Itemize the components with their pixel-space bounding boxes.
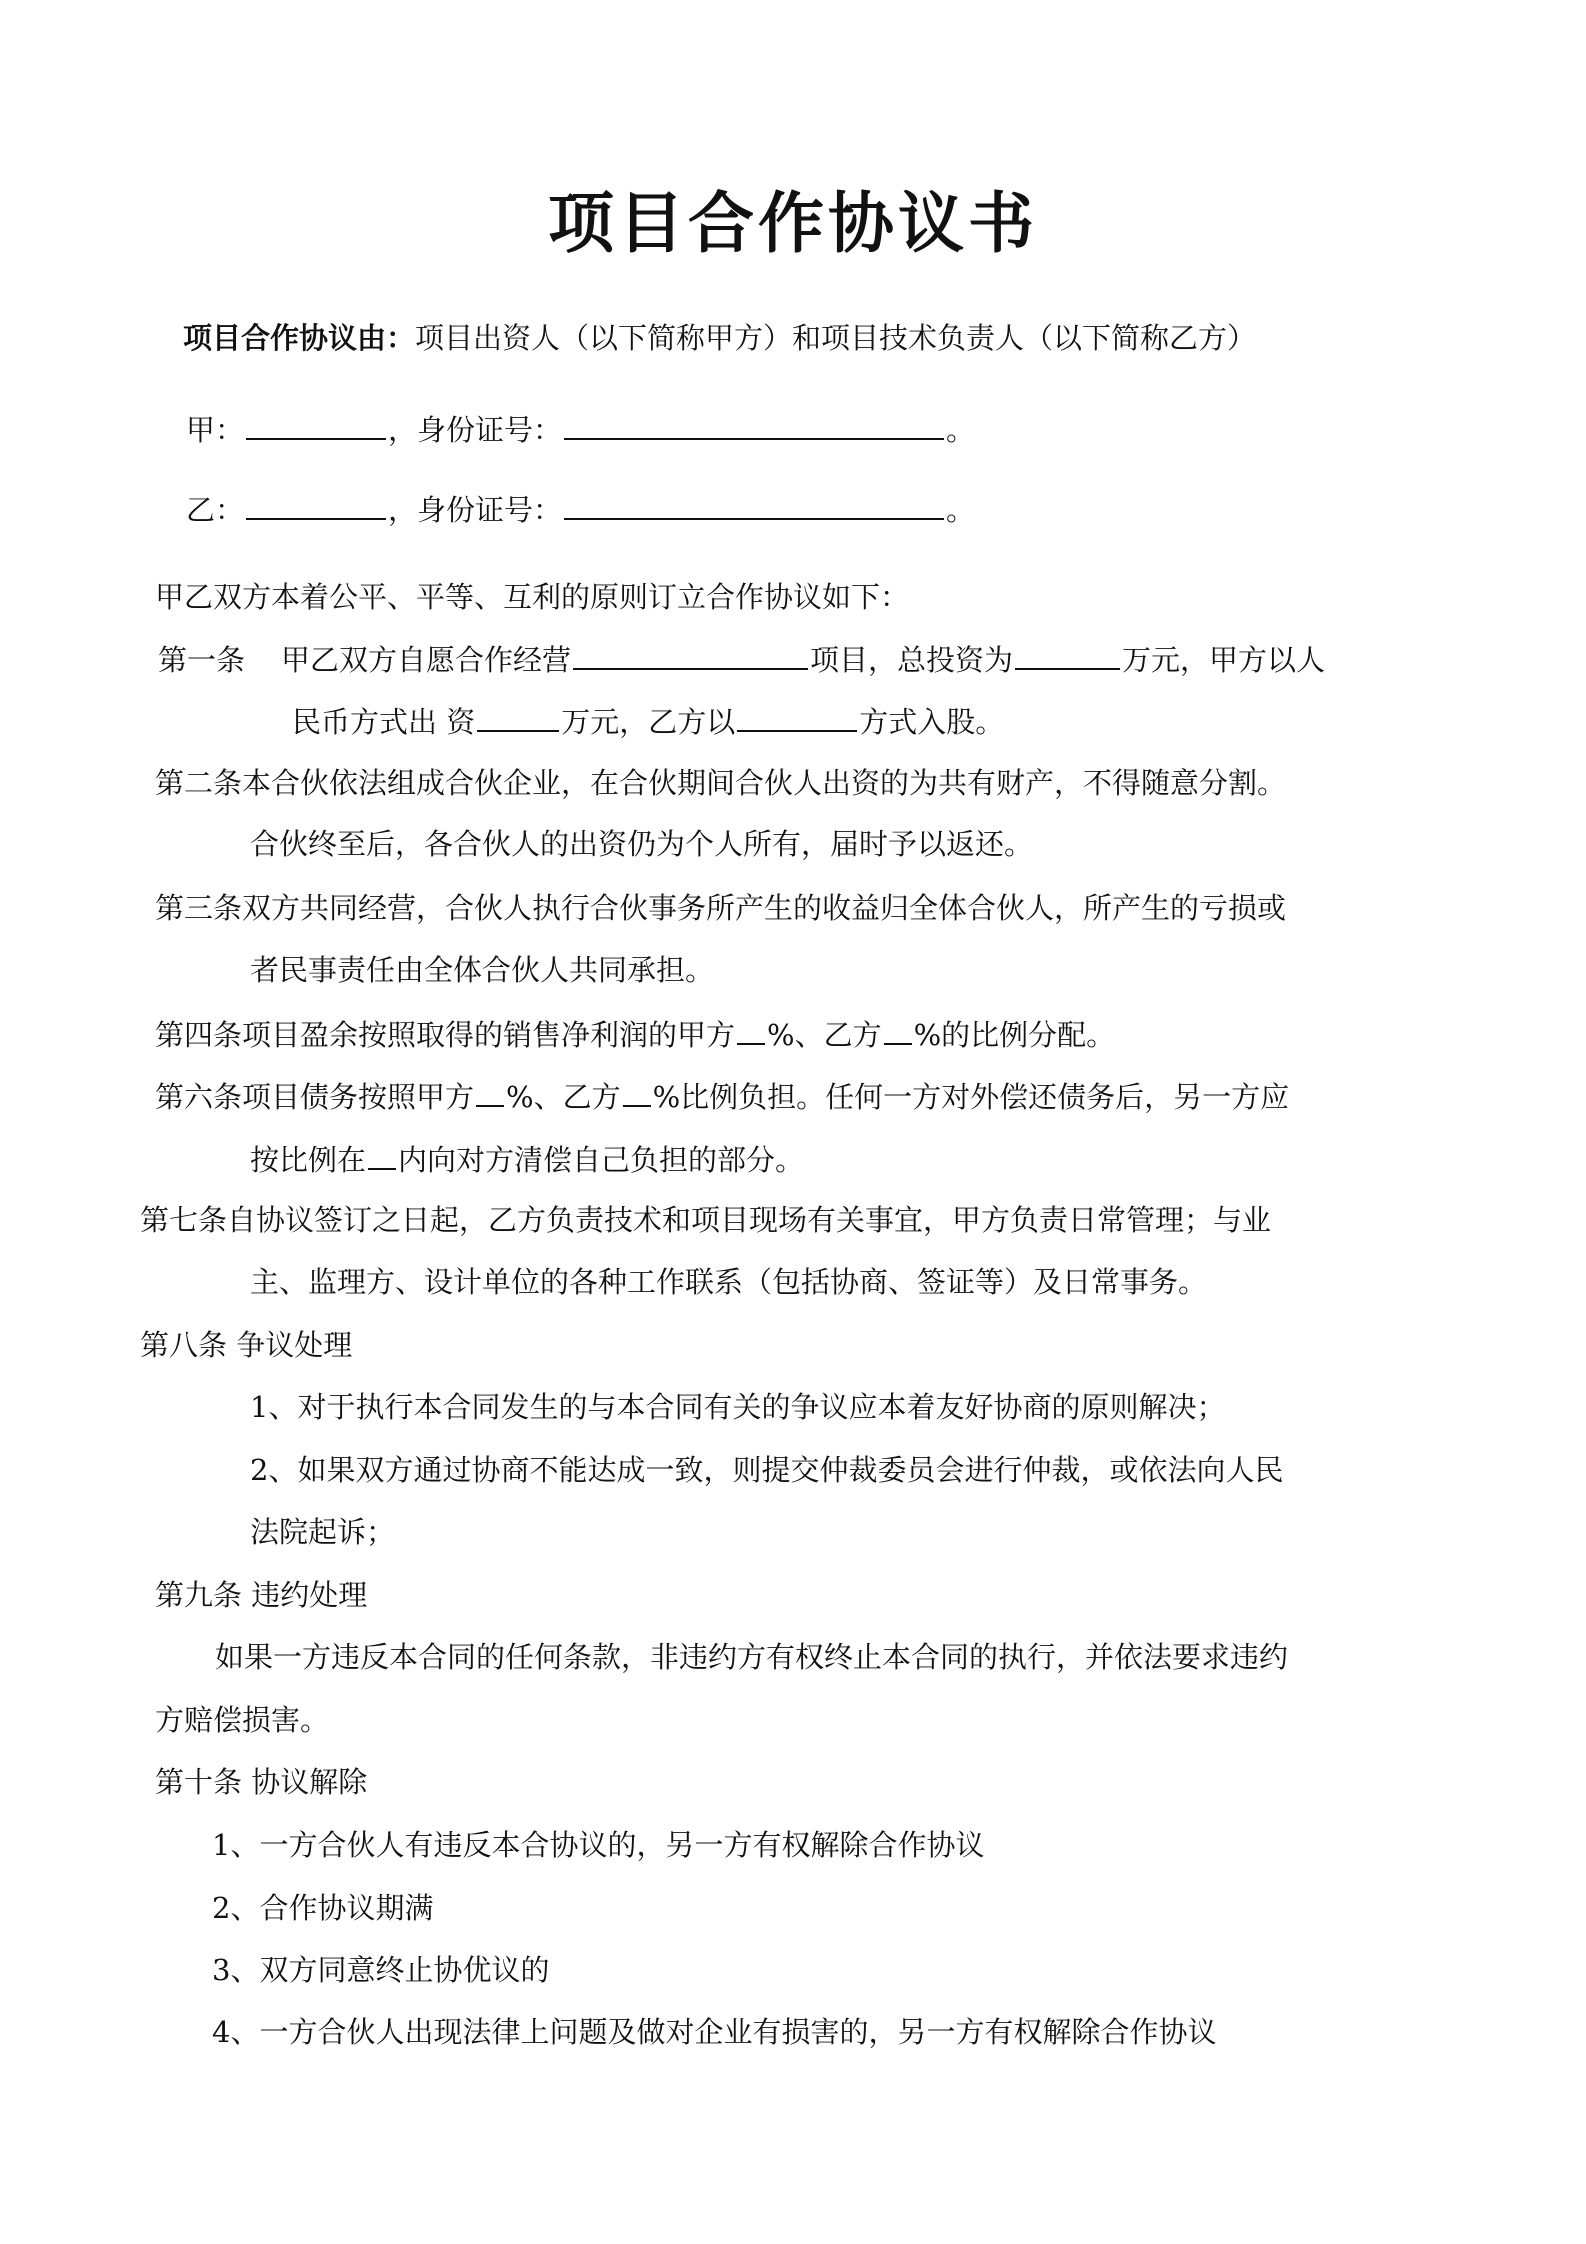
article-6-line-1 <box>155 1075 1289 1117</box>
article-6-text-3: %比例负担。任何一方对外偿还债务后，另一方应 <box>652 1080 1290 1114</box>
article-4-text-3: %的比例分配。 <box>913 1018 1116 1052</box>
article-10-item-1: 1、一方合伙人有违反本合协议的，另一方有权解除合作协议 <box>212 1828 985 1862</box>
article-6-line-2 <box>250 1138 804 1180</box>
article-7-line-2: 主、监理方、设计单位的各种工作联系（包括协商、签证等）及日常事务。 <box>250 1265 1208 1299</box>
profit-share-a-blank[interactable] <box>737 1013 765 1045</box>
article-10-item-4: 4、一方合伙人出现法律上问题及做对企业有损害的，另一方有权解除合作协议 <box>212 2015 1217 2049</box>
article-3-line-1: 第三条双方共同经营，合伙人执行合伙事务所产生的收益归全体合伙人，所产生的亏损或 <box>155 891 1287 925</box>
intro-line <box>183 318 1256 358</box>
party-b-line <box>186 488 975 530</box>
article-2-line-1: 第二条本合伙依法组成合伙企业，在合伙期间合伙人出资的为共有财产，不得随意分割。 <box>155 766 1287 800</box>
article-3-line-2: 者民事责任由全体合伙人共同承担。 <box>250 953 715 987</box>
article-8-item-2-line-1: 2、如果双方通过协商不能达成一致，则提交仲裁委员会进行仲裁，或依法向人民 <box>250 1453 1284 1487</box>
article-10-item-2: 2、合作协议期满 <box>212 1891 434 1925</box>
party-a-id-label: ，身份证号： <box>388 413 563 447</box>
debt-share-a-blank[interactable] <box>476 1075 504 1107</box>
party-b-id-blank[interactable] <box>564 488 944 520</box>
article-7-line-1: 第七条自协议签订之日起，乙方负责技术和项目现场有关事宜，甲方负责日常管理；与业 <box>140 1203 1272 1237</box>
article-10-item-3: 3、双方同意终止协优议的 <box>212 1953 550 1987</box>
article-8-heading: 第八条 争议处理 <box>140 1328 353 1362</box>
article-10-heading: 第十条 协议解除 <box>155 1765 368 1799</box>
debt-share-b-blank[interactable] <box>623 1075 651 1107</box>
party-a-id-blank[interactable] <box>564 408 944 440</box>
article-1-text-1: 甲乙双方自愿合作经营 <box>281 643 572 677</box>
party-b-id-label: ，身份证号： <box>388 493 563 527</box>
document-title: 项目合作协议书 <box>548 184 1038 262</box>
party-a-end: 。 <box>946 413 976 447</box>
article-6-text-5: 内向对方清偿自己负担的部分。 <box>398 1143 805 1177</box>
party-a-name-blank[interactable] <box>246 408 386 440</box>
article-1-line-1 <box>158 638 1325 680</box>
intro-label: 项目合作协议由： <box>183 321 416 355</box>
article-4-text-2: %、乙方 <box>767 1018 882 1052</box>
profit-share-b-blank[interactable] <box>884 1013 912 1045</box>
article-6-text-4: 按比例在 <box>250 1143 367 1177</box>
repayment-period-blank[interactable] <box>368 1138 396 1170</box>
article-1-text-5: 万元，乙方以 <box>561 705 736 739</box>
preamble: 甲乙双方本着公平、平等、互利的原则订立合作协议如下： <box>155 580 910 614</box>
total-investment-blank[interactable] <box>1015 638 1120 670</box>
party-a-capital-blank[interactable] <box>477 700 559 732</box>
article-1-text-6: 方式入股。 <box>859 705 1005 739</box>
party-b-end: 。 <box>946 493 976 527</box>
party-a-label: 甲： <box>186 413 245 447</box>
article-1-number: 第一条 <box>158 643 246 677</box>
article-1-line-2 <box>292 700 1004 742</box>
party-b-contribution-blank[interactable] <box>737 700 857 732</box>
article-9-line-1: 如果一方违反本合同的任何条款，非违约方有权终止本合同的执行，并依法要求违约 <box>215 1640 1289 1674</box>
article-1-text-4: 民币方式出 资 <box>292 705 476 739</box>
party-a-line <box>186 408 975 450</box>
article-4 <box>155 1013 1115 1055</box>
article-9-line-2: 方赔偿损害。 <box>155 1703 330 1737</box>
article-9-heading: 第九条 违约处理 <box>155 1578 368 1612</box>
article-6-text-2: %、乙方 <box>506 1080 621 1114</box>
project-name-blank[interactable] <box>573 638 808 670</box>
article-6-text-1: 第六条项目债务按照甲方 <box>155 1080 475 1114</box>
article-4-text-1: 第四条项目盈余按照取得的销售净利润的甲方 <box>155 1018 736 1052</box>
party-b-label: 乙： <box>186 493 245 527</box>
article-2-line-2: 合伙终至后，各合伙人的出资仍为个人所有，届时予以返还。 <box>250 827 1034 861</box>
article-8-item-1: 1、对于执行本合同发生的与本合同有关的争议应本着友好协商的原则解决； <box>250 1390 1226 1424</box>
intro-text: 项目出资人（以下简称甲方）和项目技术负责人（以下简称乙方） <box>415 321 1257 355</box>
article-1-text-2: 项目，总投资为 <box>810 643 1014 677</box>
party-b-name-blank[interactable] <box>246 488 386 520</box>
article-8-item-2-line-2: 法院起诉； <box>250 1515 396 1549</box>
article-1-text-3: 万元，甲方以人 <box>1122 643 1326 677</box>
